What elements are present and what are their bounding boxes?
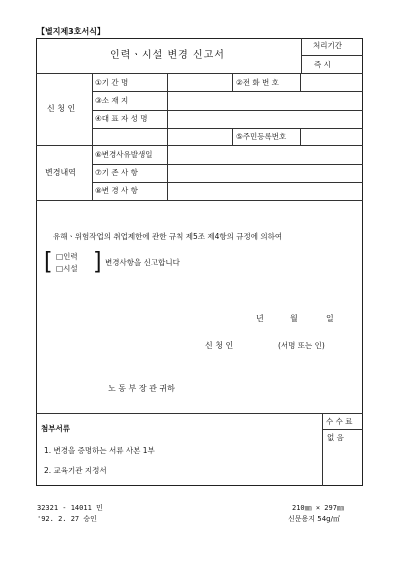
representative-field[interactable] [168, 111, 362, 127]
signature-hint: (서명 또는 인) [278, 341, 325, 350]
location-field[interactable] [168, 92, 362, 109]
existing-label: ⑦기 존 사 항 [95, 168, 138, 177]
fee-label: 수 수 료 [326, 417, 353, 426]
divider [36, 413, 363, 414]
divider [301, 38, 302, 73]
changes-section-label: 변경내역 [45, 168, 76, 177]
change-date-label: ⑥변경사유발생일 [95, 150, 153, 159]
right-bracket: ] [93, 248, 102, 277]
recipient: 노 동 부 장 관 귀하 [108, 384, 175, 393]
date-day: 일 [326, 314, 334, 323]
existing-field[interactable] [168, 165, 362, 181]
period-field[interactable] [168, 74, 231, 91]
divider [322, 429, 363, 430]
processing-period-label: 처리기간 [313, 41, 342, 50]
date-month: 월 [290, 314, 298, 323]
form-number: 【별지제3호서식】 [37, 27, 105, 36]
option-personnel[interactable]: □인력 [56, 252, 78, 261]
form-title: 인력ㆍ시설 변경 신고서 [110, 50, 225, 61]
resident-no-label: ⑤주민등록번호 [236, 132, 287, 141]
applicant-signature-label: 신 청 인 [205, 341, 234, 350]
processing-period-value: 즉 시 [314, 60, 331, 69]
location-label: ③소 재 지 [95, 96, 129, 105]
approval-date: '92. 2. 27 승인 [37, 515, 97, 523]
period-label: ①기 간 명 [95, 78, 129, 87]
divider [232, 73, 233, 92]
fee-value: 없 음 [327, 433, 344, 442]
changed-label: ⑧변 경 사 항 [95, 186, 138, 195]
date-year: 년 [256, 314, 264, 323]
divider [301, 55, 363, 56]
statement: 유해ㆍ위험작업의 취업제한에 관한 규칙 제5조 제4항의 규정에 의하여 [53, 232, 283, 241]
attachment-item: 1. 변경을 증명하는 서류 사본 1부 [44, 446, 155, 455]
report-text: 변경사항을 신고합니다 [105, 258, 180, 267]
divider [167, 128, 168, 145]
divider [36, 200, 363, 201]
divider [232, 128, 233, 145]
applicant-section-label: 신 청 인 [47, 104, 76, 113]
option-facility[interactable]: □시설 [56, 264, 78, 273]
paper-size: 210㎜ × 297㎜ [292, 504, 344, 512]
representative-label: ④대 표 자 성 명 [95, 114, 148, 123]
phone-field[interactable] [301, 74, 362, 91]
left-bracket: [ [44, 248, 53, 277]
changed-field[interactable] [168, 183, 362, 199]
attachment-item: 2. 교육기관 지정서 [44, 466, 107, 475]
change-date-field[interactable] [168, 146, 362, 163]
phone-label: ②전 화 번 호 [236, 78, 279, 87]
divider [92, 73, 93, 200]
divider [322, 413, 323, 486]
paper-type: 신문용지 54g/㎡ [288, 515, 340, 523]
resident-no-field[interactable] [301, 129, 362, 144]
form-code: 32321 - 14011 민 [37, 504, 103, 512]
attachments-label: 첨부서류 [41, 424, 70, 433]
